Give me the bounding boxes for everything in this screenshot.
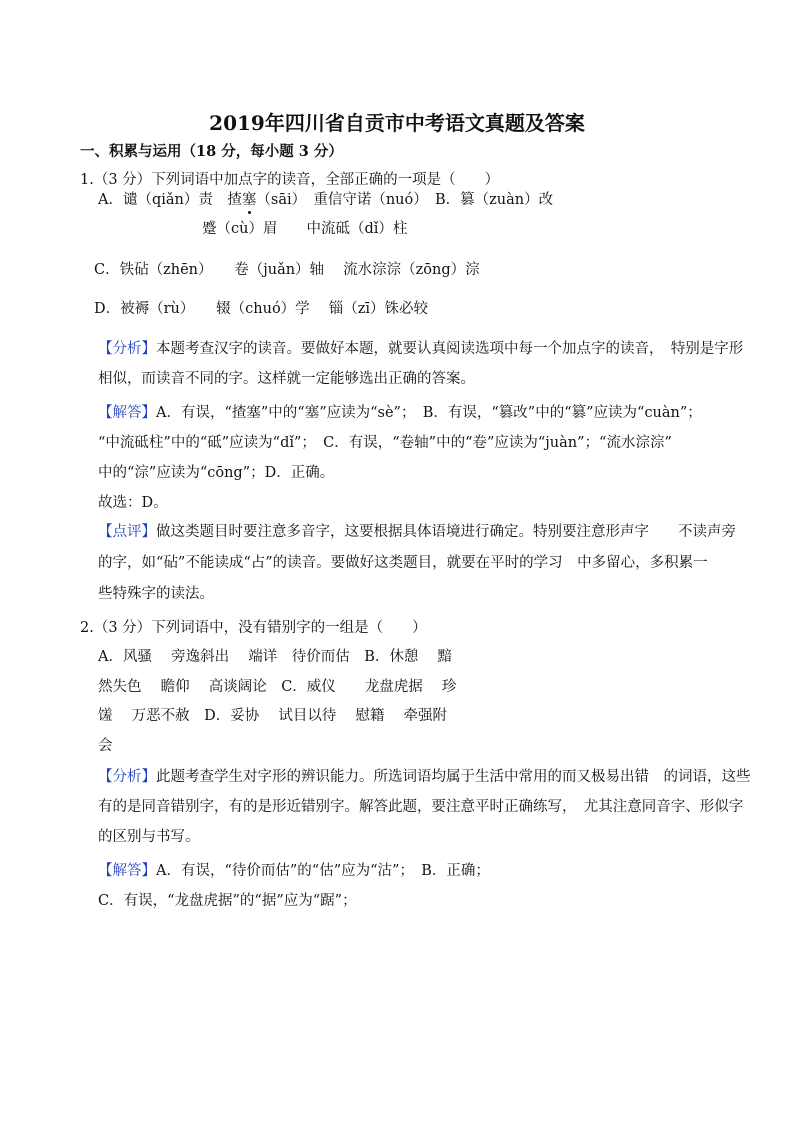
question-1-stem: 1.（3 分）下列词语中加点字的读音，全部正确的一项是（ ）: [80, 172, 500, 188]
q2-analysis-line-1: [98, 767, 751, 787]
question-2-stem: 2.（3 分）下列词语中，没有错别字的一组是（ ）: [80, 620, 427, 636]
answer-text: A．有误，“揸塞”中的“塞”应读为“sè”； B．有误，“篡改”中的“篡”应读为“cuàn”；: [156, 405, 702, 421]
q1-comment-line-2: 的字，如“砧”不能读成“占”的读音。要做好这类题目，就要在平时的学习 中多留心，多积累一: [98, 555, 708, 571]
question-1-option-c: C．铁砧（zhēn） 卷（juǎn）轴 流水淙淙（zōng）淙: [94, 262, 480, 278]
question-2-options-line-3: 馐 万恶不赦 D．妥协 试目以待 慰籍 牵强附: [98, 708, 448, 724]
q2-answer-line-2: C．有误，“龙盘虎据”的“据”应为“踞”；: [98, 893, 357, 909]
q1-comment-line-1: [98, 522, 736, 542]
option-a-text-pre: A．谴（qiǎn）责 揸: [98, 192, 242, 208]
q2-answer-line-1: [98, 861, 490, 881]
q1-analysis-line-2: 相似，而读音不同的字。这样就一定能够选出正确的答案。: [98, 371, 475, 387]
analysis-tag: 【分析】: [98, 769, 156, 785]
question-2-options-line-1: A．风骚 旁逸斜出 端详 待价而估 B．休憩 黯: [98, 649, 452, 665]
answer-tag: 【解答】: [98, 405, 156, 421]
q1-answer-line-1: [98, 403, 702, 423]
dotted-character: 塞: [241, 192, 257, 208]
question-2-options-line-2: 然失色 瞻仰 高谈阔论 C．威仪 龙盘虎据 珍: [98, 679, 457, 695]
q1-answer-line-2: “中流砥柱”中的“砥”应读为“dǐ”； C．有误，“卷轴”中的“卷”应读为“juàn”；“流水淙淙”: [98, 435, 672, 451]
answer-text: A．有误，“待价而估”的“估”应为“沽”； B．正确；: [156, 863, 490, 879]
question-2-options-line-4: 会: [98, 738, 113, 754]
q1-choice: 故选：D。: [98, 495, 168, 511]
q1-analysis-line-1: [98, 339, 743, 359]
section-heading: 一、积累与运用（18 分，每小题 3 分）: [80, 143, 343, 160]
analysis-text: 此题考查学生对字形的辨识能力。所选词语均属于生活中常用的而又极易出错 的词语，这些: [156, 769, 751, 785]
question-1-option-b-line2: 蹙（cù）眉 中流砥（dǐ）柱: [202, 221, 408, 237]
question-1-option-a: [98, 190, 553, 210]
page-title: 2019年四川省自贡市中考语文真题及答案: [209, 111, 585, 135]
q1-comment-line-3: 些特殊字的读法。: [98, 586, 214, 602]
q2-analysis-line-2: 有的是同音错别字，有的是形近错别字。解答此题，要注意平时正确练写， 尤其注意同音字、形似字: [98, 799, 744, 815]
option-a-text-post: （sāi） 重信守诺（nuó） B．篡（zuàn）改: [256, 192, 554, 208]
comment-text: 做这类题目时要注意多音字，这要根据具体语境进行确定。特别要注意形声字 不读声旁: [156, 524, 736, 540]
q2-analysis-line-3: 的区别与书写。: [98, 829, 200, 845]
comment-tag: 【点评】: [98, 524, 156, 540]
analysis-text: 本题考查汉字的读音。要做好本题，就要认真阅读选项中每一个加点字的读音， 特别是字形: [156, 341, 744, 357]
answer-tag: 【解答】: [98, 863, 156, 879]
analysis-tag: 【分析】: [98, 341, 156, 357]
question-1-option-d: D．被褥（rù） 辍（chuó）学 锱（zī）铢必较: [94, 301, 429, 317]
q1-answer-line-3: 中的“淙”应读为“cōng”；D．正确。: [98, 465, 335, 481]
